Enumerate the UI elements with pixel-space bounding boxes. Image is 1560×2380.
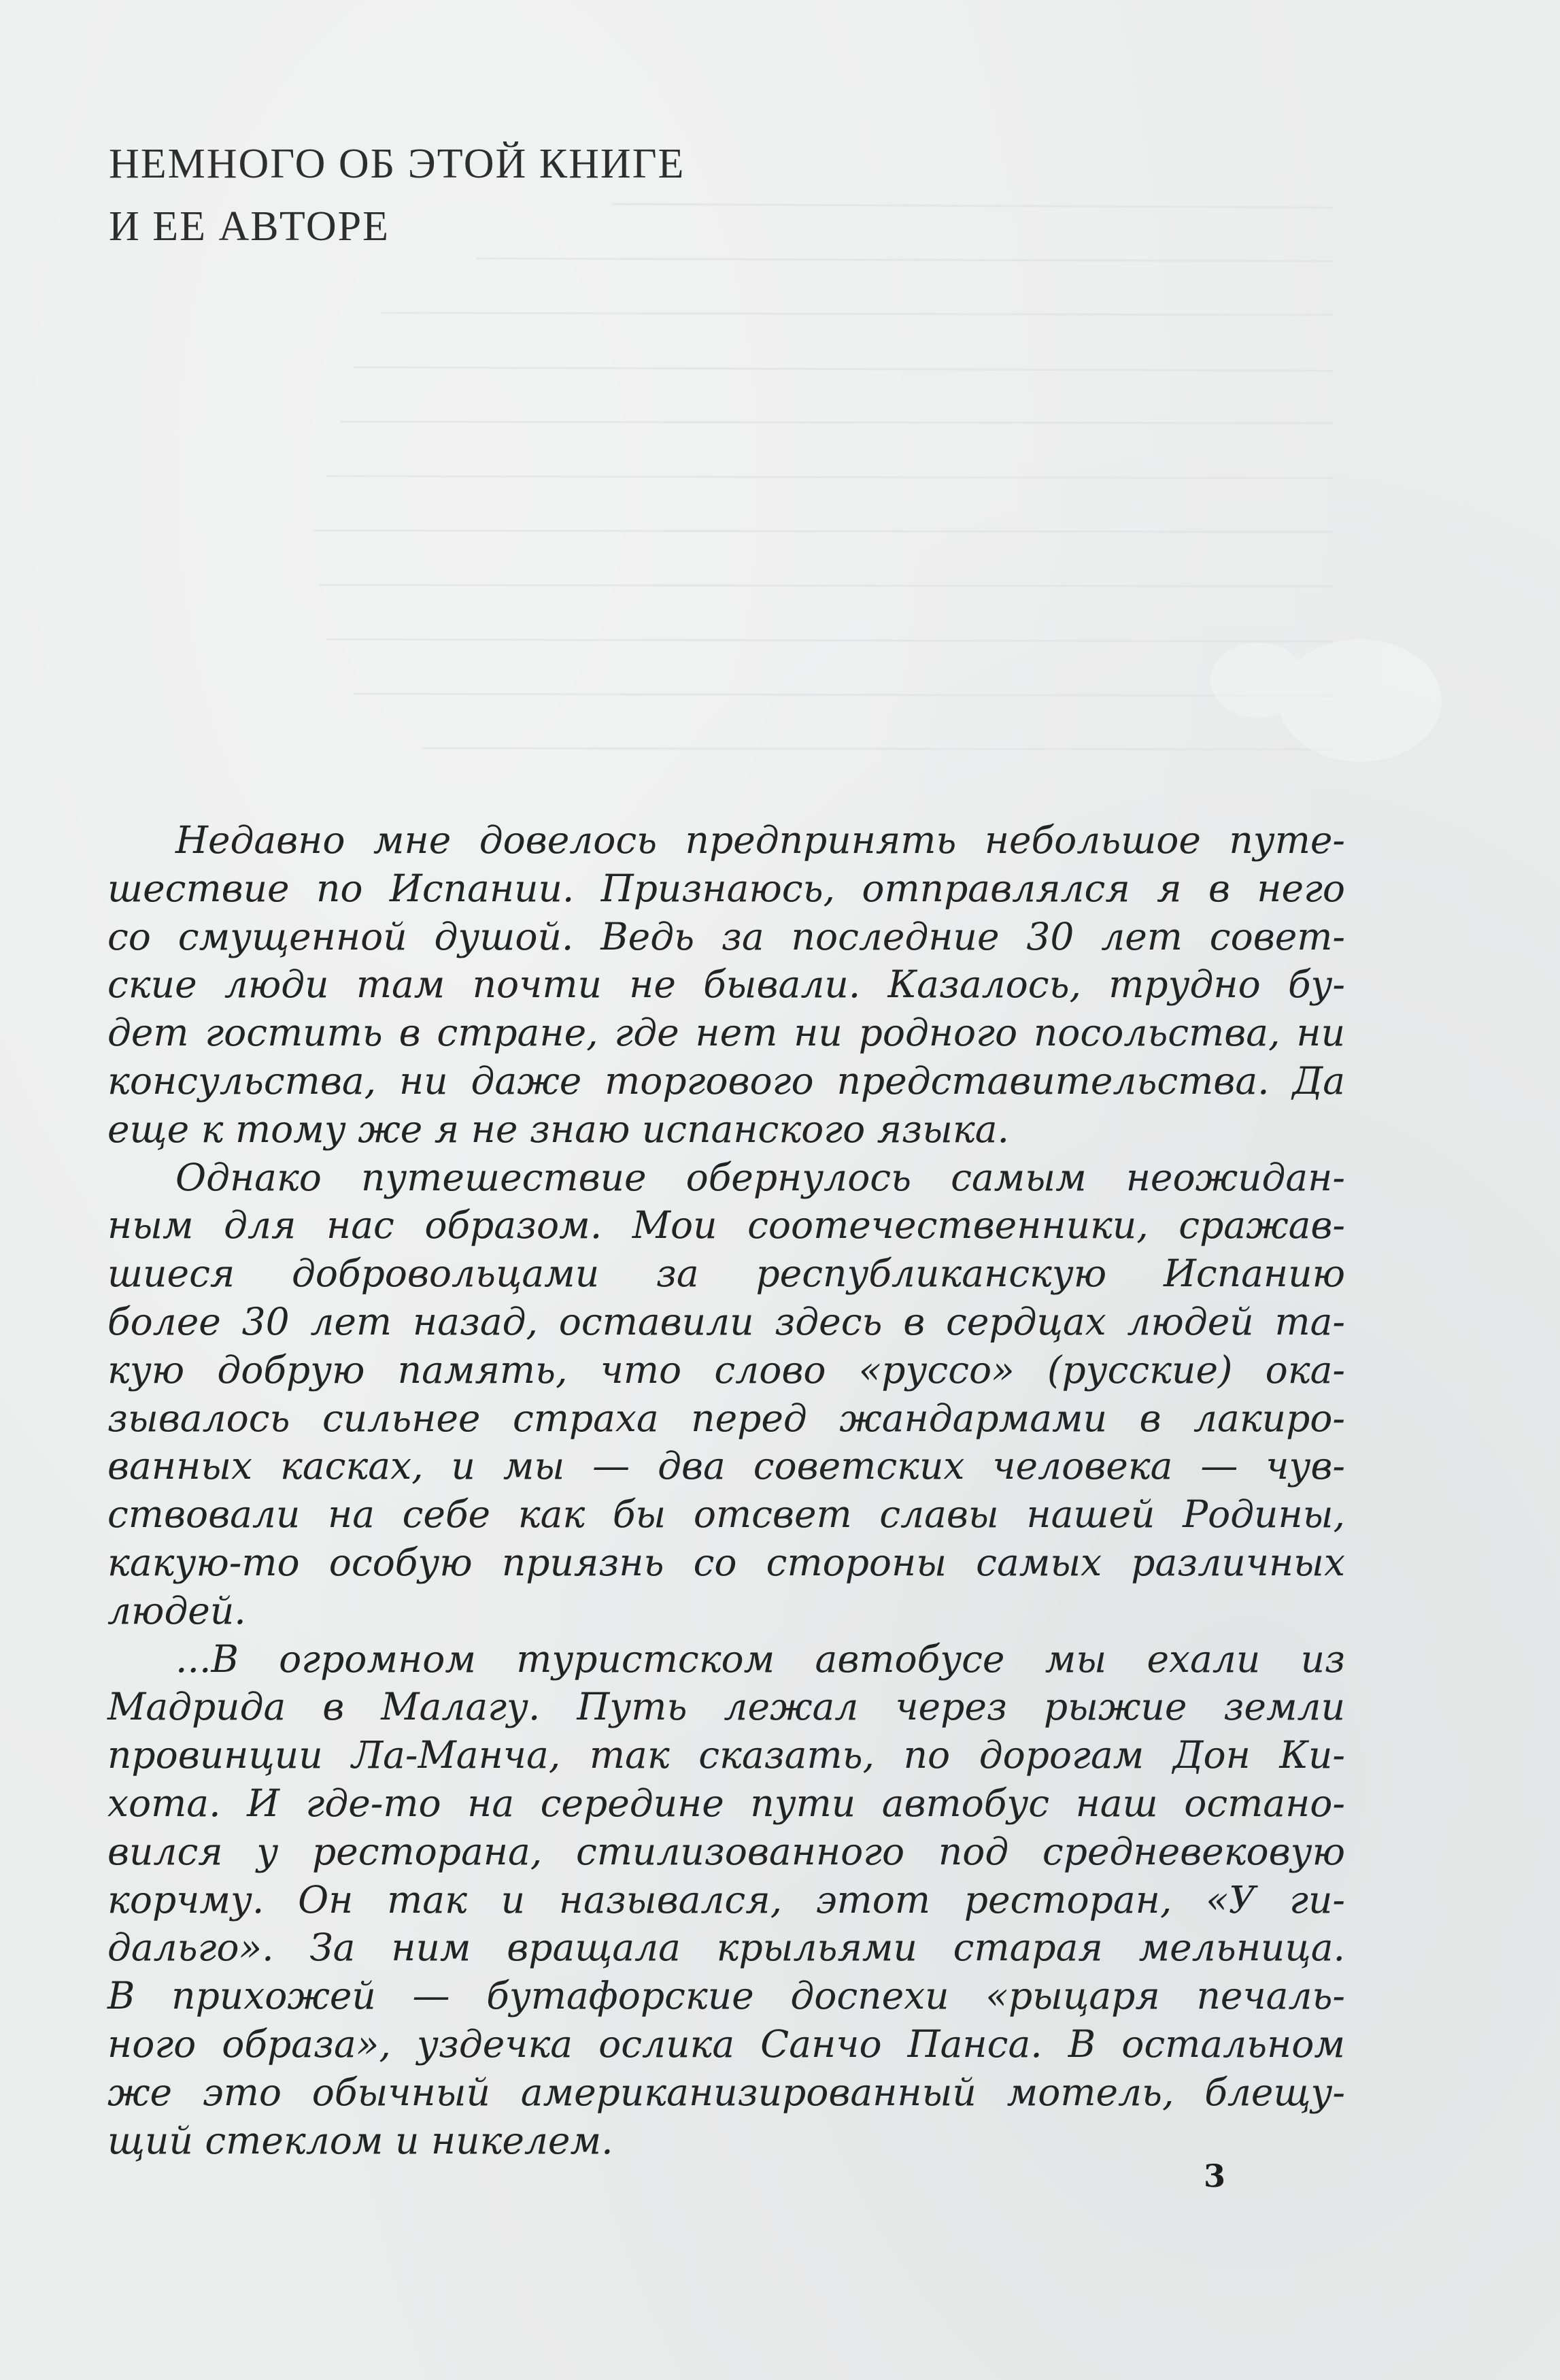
text-line: людей. xyxy=(107,1588,246,1632)
paragraph-3 xyxy=(107,1635,1345,2165)
text-line: ного образа», уздечка ослика Санчо Панса. В остальном xyxy=(107,2022,1345,2066)
text-line: шествие по Испании. Признаюсь, отправлялся я в него xyxy=(107,866,1345,910)
text-line: ванных касках, и мы — два советских человека — чув- xyxy=(107,1444,1345,1488)
text-line: ...В огромном туристском автобусе мы ехали из xyxy=(175,1637,1345,1681)
text-line: же это обычный американизированный мотель, блещу- xyxy=(107,2070,1345,2114)
text-line: ствовали на себе как бы отсвет славы нашей Родины, xyxy=(107,1492,1345,1537)
chapter-heading-line: И ЕЕ АВТОРЕ xyxy=(109,203,390,250)
text-line: какую-то особую приязнь со стороны самых различных xyxy=(107,1540,1345,1584)
chapter-heading xyxy=(109,133,1129,258)
text-line: ным для нас образом. Мои соотечественники, сражав- xyxy=(107,1203,1345,1247)
text-line: консульства, ни даже торгового представительства. Да xyxy=(107,1058,1345,1103)
text-line: дет гостить в стране, где нет ни родного посольства, ни xyxy=(107,1011,1345,1055)
text-line: зывалось сильнее страха перед жандармами в лакиро- xyxy=(107,1396,1345,1440)
text-line: щий стеклом и никелем. xyxy=(107,2118,613,2162)
text-line: Недавно мне довелось предпринять небольшое путе- xyxy=(175,818,1345,862)
text-line: хота. И где-то на середине пути автобус наш остано- xyxy=(107,1781,1345,1825)
chapter-heading-line: НЕМНОГО ОБ ЭТОЙ КНИГЕ xyxy=(109,141,685,187)
text-line: корчму. Он так и назывался, этот ресторан, «У ги- xyxy=(107,1877,1345,1922)
text-line: еще к тому же я не знаю испанского языка. xyxy=(107,1107,1009,1151)
paragraph-2 xyxy=(107,1154,1345,1635)
text-line: более 30 лет назад, оставили здесь в сердцах людей та- xyxy=(107,1299,1345,1343)
text-line: дальго». За ним вращала крыльями старая мельница. xyxy=(107,1926,1345,1970)
text-line: ские люди там почти не бывали. Казалось, трудно бу- xyxy=(107,962,1345,1007)
text-line: кую добрую память, что слово «руссо» (русские) ока- xyxy=(107,1347,1345,1392)
text-line: провинции Ла-Манча, так сказать, по дорогам Дон Ки- xyxy=(107,1733,1345,1777)
text-line: со смущенной душой. Ведь за последние 30 лет совет- xyxy=(107,914,1345,958)
text-line: вился у ресторана, стилизованного под средневековую xyxy=(107,1829,1345,1873)
text-line: Мадрида в Малагу. Путь лежал через рыжие земли xyxy=(107,1685,1345,1729)
page-number: 3 xyxy=(1204,2158,1226,2194)
body-text xyxy=(107,816,1345,2164)
text-line: шиеся добровольцами за республиканскую Испанию xyxy=(107,1252,1345,1296)
paragraph-1 xyxy=(107,816,1345,1154)
text-line: В прихожей — бутафорские доспехи «рыцаря печаль- xyxy=(107,1974,1345,2018)
text-line: Однако путешествие обернулось самым неожидан- xyxy=(175,1155,1345,1199)
